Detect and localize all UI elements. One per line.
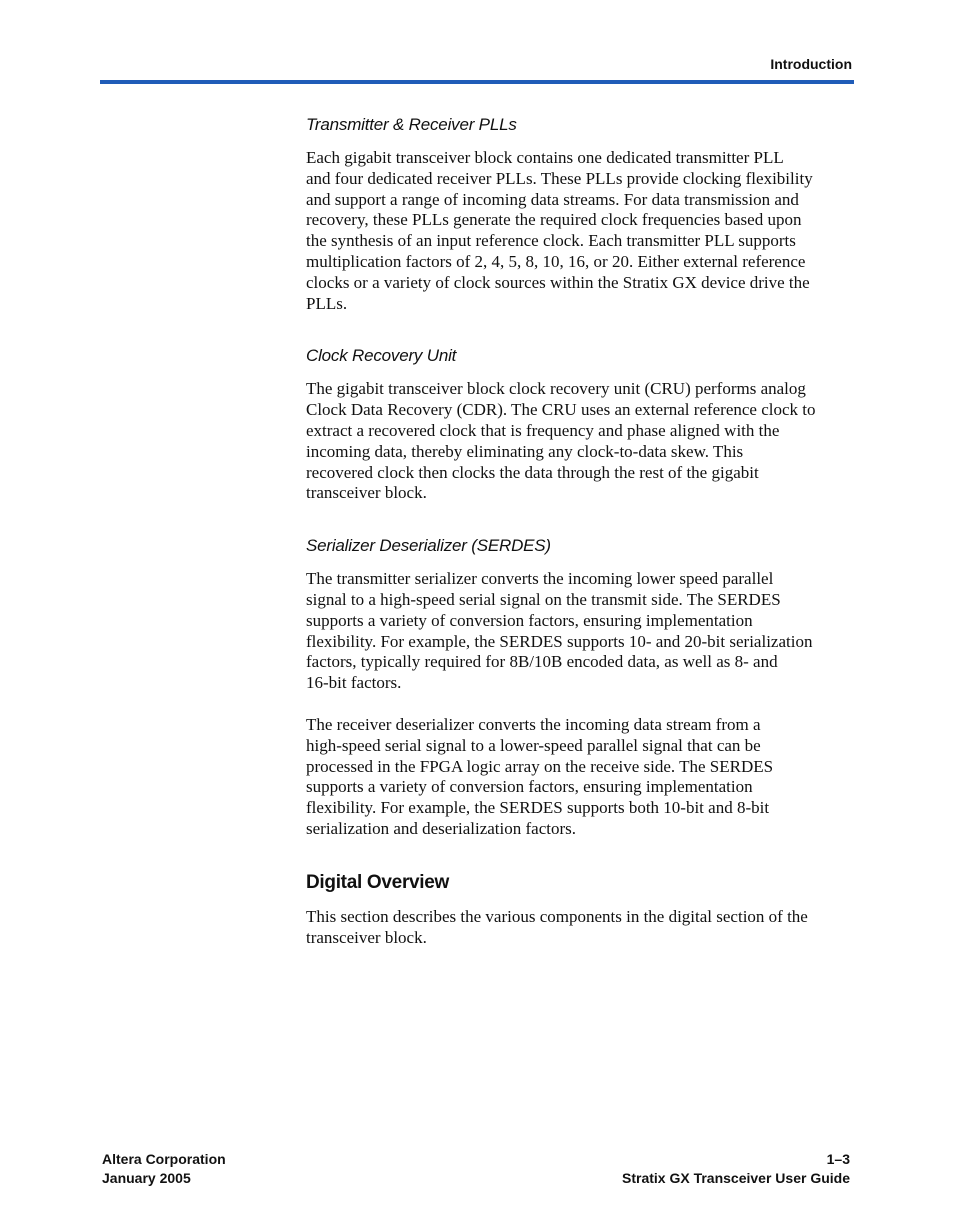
heading-clock-recovery-unit: Clock Recovery Unit <box>306 346 457 366</box>
text-line: extract a recovered clock that is frequency and phase aligned with the <box>306 420 780 440</box>
text-line: multiplication factors of 2, 4, 5, 8, 10, 16, or 20. Either external reference <box>306 251 806 271</box>
paragraph-serdes-deserializer <box>306 715 856 840</box>
footer-page-number: 1–3 <box>826 1151 850 1167</box>
footer-guide-title: Stratix GX Transceiver User Guide <box>622 1170 850 1186</box>
paragraph-tx-rx-plls <box>306 148 856 314</box>
footer-date: January 2005 <box>102 1170 191 1186</box>
text-line: flexibility. For example, the SERDES supports both 10-bit and 8-bit <box>306 798 770 818</box>
text-line: signal to a high-speed serial signal on the transmit side. The SERDES <box>306 589 781 609</box>
heading-tx-rx-plls: Transmitter & Receiver PLLs <box>306 115 517 134</box>
paragraph-digital-overview <box>306 907 856 949</box>
text-line: flexibility. For example, the SERDES supports 10- and 20-bit serialization <box>306 631 813 651</box>
text-line: serialization and deserialization factors. <box>306 818 576 838</box>
text-line: The receiver deserializer converts the incoming data stream from a <box>306 714 761 734</box>
footer-right <box>622 1150 850 1188</box>
text-line: 16-bit factors. <box>306 673 402 693</box>
heading-serdes: Serializer Deserializer (SERDES) <box>306 536 551 556</box>
text-line: Each gigabit transceiver block contains one dedicated transmitter PLL <box>306 148 784 167</box>
text-line: Clock Data Recovery (CDR). The CRU uses an external reference clock to <box>306 400 816 420</box>
header-rule <box>100 80 854 84</box>
footer-company: Altera Corporation <box>102 1151 226 1167</box>
paragraph-serdes-serializer <box>306 569 856 694</box>
heading-digital-overview: Digital Overview <box>306 871 450 893</box>
text-line: transceiver block. <box>306 483 427 503</box>
text-line: the synthesis of an input reference clock. Each transmitter PLL supports <box>306 231 796 251</box>
footer-left <box>102 1150 226 1188</box>
running-header-section-title: Introduction <box>770 56 852 72</box>
page-content <box>306 115 856 948</box>
text-line: recovery, these PLLs generate the required clock frequencies based upon <box>306 210 802 230</box>
text-line: The transmitter serializer converts the incoming lower speed parallel <box>306 569 774 589</box>
text-line: transceiver block. <box>306 927 427 947</box>
text-line: high-speed serial signal to a lower-speed parallel signal that can be <box>306 735 761 755</box>
text-line: clocks or a variety of clock sources within the Stratix GX device drive the <box>306 272 810 292</box>
text-line: factors, typically required for 8B/10B encoded data, as well as 8- and <box>306 652 778 672</box>
text-line: supports a variety of conversion factors, ensuring implementation <box>306 610 753 630</box>
text-line: and four dedicated receiver PLLs. These PLLs provide clocking flexibility <box>306 168 813 188</box>
text-line: This section describes the various components in the digital section of the <box>306 906 808 926</box>
text-line: PLLs. <box>306 293 348 313</box>
text-line: supports a variety of conversion factors, ensuring implementation <box>306 777 753 797</box>
text-line: The gigabit transceiver block clock recovery unit (CRU) performs analog <box>306 379 806 399</box>
paragraph-clock-recovery-unit <box>306 379 856 504</box>
text-line: and support a range of incoming data streams. For data transmission and <box>306 189 799 209</box>
text-line: recovered clock then clocks the data through the rest of the gigabit <box>306 462 759 482</box>
text-line: processed in the FPGA logic array on the receive side. The SERDES <box>306 756 774 776</box>
text-line: incoming data, thereby eliminating any clock-to-data skew. This <box>306 441 744 461</box>
